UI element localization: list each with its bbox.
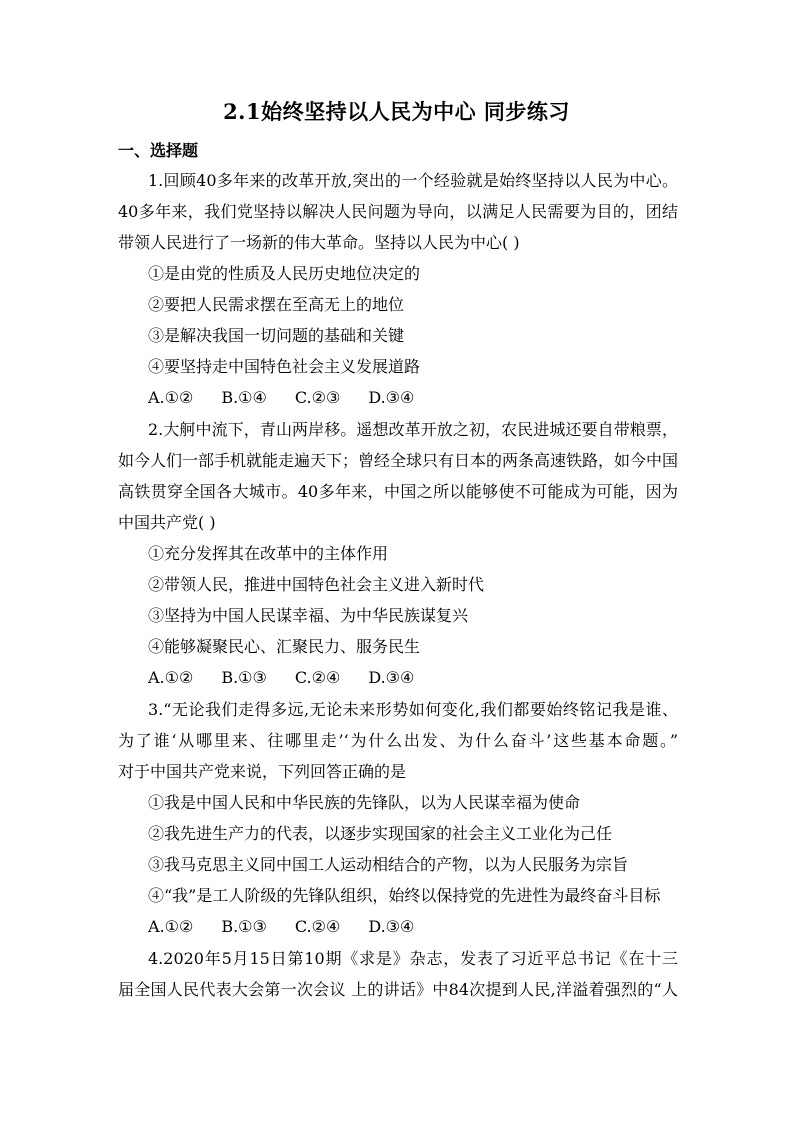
- q4-line-1: 4.2020年5月15日第10期《求是》杂志，发表了习近平总书记《在十三: [148, 949, 678, 968]
- q1-option-d: D.③④: [368, 388, 415, 407]
- q2-line-3: 高铁贯穿全国各大城市。40多年来，中国之所以能够使不可能成为可能，因为: [118, 482, 678, 501]
- q2-option-d: D.③④: [368, 668, 415, 687]
- q3-item-3: ③我马克思主义同中国工人运动相结合的产物，以为人民服务为宗旨: [148, 855, 629, 874]
- q2-line-2: 如今人们一部手机就能走遍天下；曾经全球只有日本的两条高速铁路，如今中国: [118, 451, 679, 470]
- q3-option-c: C.②④: [294, 917, 341, 936]
- q3-item-2: ②我先进生产力的代表，以逐步实现国家的社会主义工业化为己任: [148, 824, 613, 843]
- q2-item-1: ①充分发挥其在改革中的主体作用: [148, 544, 389, 563]
- q2-options: [148, 668, 442, 688]
- q2-item-3: ③坚持为中国人民谋幸福、为中华民族谋复兴: [148, 606, 469, 625]
- q1-item-1: ①是由党的性质及人民历史地位决定的: [148, 264, 421, 283]
- q2-option-b: B.①③: [221, 668, 267, 687]
- q2-option-c: C.②④: [294, 668, 341, 687]
- q3-item-1: ①我是中国人民和中华民族的先锋队，以为人民谋幸福为使命: [148, 793, 581, 812]
- q3-line-2: 为了谁‘从哪里来、往哪里走’‘为什么出发、为什么奋斗’这些基本命题。”: [118, 731, 678, 750]
- q3-options: [148, 917, 442, 937]
- q3-option-b: B.①③: [221, 917, 267, 936]
- q2-line-4: 中国共产党( ): [118, 513, 216, 532]
- q3-line-3: 对于中国共产党来说，下列回答正确的是: [118, 762, 407, 781]
- q2-item-4: ④能够凝聚民心、汇聚民力、服务民生: [148, 637, 421, 656]
- q1-line-2: 40多年来，我们党坚持以解决人民问题为导向，以满足人民需要为目的，团结: [118, 202, 678, 221]
- q1-options: [148, 388, 442, 408]
- q2-option-a: A.①②: [148, 668, 194, 687]
- q3-option-a: A.①②: [148, 917, 194, 936]
- q1-line-1: 1.回顾40多年来的改革开放,突出的一个经验就是始终坚持以人民为中心。: [148, 171, 678, 190]
- q2-item-2: ②带领人民，推进中国特色社会主义进入新时代: [148, 575, 485, 594]
- q3-line-1: 3.“无论我们走得多远,无论未来形势如何变化,我们都要始终铭记我是谁、: [148, 700, 678, 719]
- q3-option-d: D.③④: [368, 917, 415, 936]
- q4-line-2: 届全国人民代表大会第一次会议 上的讲话》中84次提到人民,洋溢着强烈的“人: [118, 980, 678, 999]
- section-heading: 一、选择题: [118, 141, 199, 160]
- q1-item-2: ②要把人民需求摆在至高无上的地位: [148, 295, 405, 314]
- q2-line-1: 2.大舸中流下，青山两岸移。遥想改革开放之初，农民进城还要自带粮票，: [148, 420, 678, 439]
- q3-item-4: ④“我”是工人阶级的先锋队组织，始终以保持党的先进性为最终奋斗目标: [148, 886, 661, 905]
- q1-item-3: ③是解决我国一切问题的基础和关键: [148, 326, 405, 345]
- q1-option-a: A.①②: [148, 388, 194, 407]
- document-title: 2.1始终坚持以人民为中心 同步练习: [223, 99, 570, 124]
- q1-item-4: ④要坚持走中国特色社会主义发展道路: [148, 357, 421, 376]
- q1-option-b: B.①④: [221, 388, 267, 407]
- q1-option-c: C.②③: [294, 388, 341, 407]
- q1-line-3: 带领人民进行了一场新的伟大革命。坚持以人民为中心( ): [118, 233, 520, 252]
